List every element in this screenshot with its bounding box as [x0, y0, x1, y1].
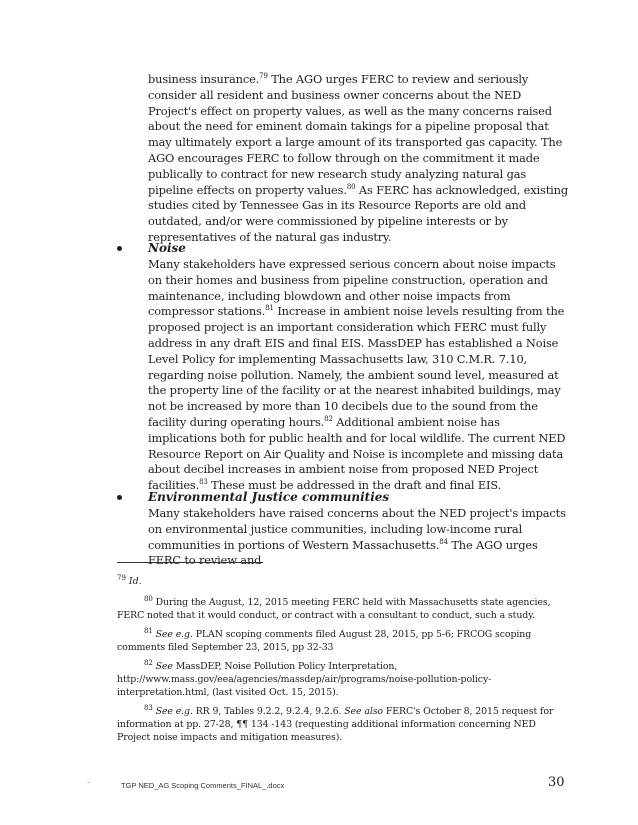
footnote-81-number: 81	[144, 626, 153, 635]
para1-text-2: The AGO urges FERC to review and seriously consider all resident and business owner concerns about the NED Project's effect on property values, as well as the many concerns raised about the need for eminent domain takings for a pipeline proposal that may ultimately export a large amount of its transported gas capacity. The AGO encourages FERC to follow through on the commitment it made publically to contract for new research study analyzing natural gas pipeline effects on property values.	[148, 72, 563, 197]
footnote-80	[117, 596, 562, 622]
footnote-83-text-1: RR 9, Tables 9.2.2, 9.2.4, 9.2.6.	[192, 706, 345, 717]
ej-text-2: The AGO urges FERC to review and	[148, 537, 538, 568]
noise-heading: Noise	[148, 241, 186, 255]
footnote-80-number: 80	[144, 594, 153, 603]
footer-mark: -	[87, 777, 90, 787]
bullet-icon	[117, 495, 122, 500]
footnote-ref-83[interactable]: 83	[199, 478, 208, 487]
footnote-83-signal: See e.g.	[155, 706, 193, 717]
footnote-ref-84[interactable]: 84	[439, 537, 448, 546]
footnote-83-number: 83	[144, 703, 153, 712]
para1-text-1: business insurance.	[148, 72, 260, 86]
footnote-83-signal-2: See also	[344, 706, 383, 717]
footnote-82-text[interactable]: MassDEP, Noise Pollution Policy Interpretation, http://www.mass.gov/eea/agencies/massdep/air/programs/noise-pollution-policy-interpretation.html, (last visited Oct. 15, 2015).	[117, 661, 492, 698]
environmental-justice-paragraph	[148, 506, 570, 569]
property-values-paragraph	[148, 72, 570, 246]
noise-text-4: These must be addressed in the draft and final EIS.	[207, 478, 502, 493]
footnote-80-text: During the August, 12, 2015 meeting FERC held with Massachusetts state agencies, FERC noted that it would conduct, or contract with a consultant to conduct, such a study.	[117, 597, 551, 621]
environmental-justice-heading: Environmental Justice communities	[148, 490, 390, 504]
footnote-81	[117, 628, 562, 654]
footnote-81-signal: See e.g.	[155, 629, 193, 640]
para1-text-3: As FERC has acknowledged, existing studies cited by Tennessee Gas in its Resource Reports are old and outdated, and/or were commissioned by pipeline interests or by representatives of the natural gas industry.	[148, 182, 568, 244]
footnote-ref-82[interactable]: 82	[324, 415, 333, 424]
noise-text-3: Additional ambient noise has implications both for public health and for local wildlife. The current NED Resource Report on Air Quality and Noise is incomplete and missing data about decibel increases in ambient noise from proposed NED Project facilities.	[148, 414, 566, 493]
footnote-ref-79[interactable]: 79	[259, 72, 268, 81]
footnote-list	[117, 596, 562, 750]
noise-text-2: Increase in ambient noise levels resulting from the proposed project is an important consideration which FERC must fully address in any draft EIS and final EIS. MassDEP has established a Noise Level Policy for implementing Massachusetts law, 310 C.M.R. 7.10, regarding noise pollution. Namely, the ambient sound level, measured at the property line of the facility or at the nearest inhabited buildings, may not be increased by more than 10 decibels due to the sound from the facility during operating hours.	[148, 304, 565, 429]
footnote-ref-80[interactable]: 80	[346, 182, 356, 191]
footnote-divider	[117, 562, 263, 563]
footnote-79	[117, 573, 142, 587]
noise-text-1: Many stakeholders have expressed serious concern about noise impacts on their homes and business from pipeline construction, operation and maintenance, including blowdown and other noise impacts from compressor stations.	[148, 257, 556, 319]
footnote-82-signal: See	[155, 661, 173, 672]
bullet-icon	[117, 246, 122, 251]
page-number: 30	[548, 775, 565, 790]
ej-text-1: Many stakeholders have raised concerns about the NED project's impacts on environmental justice communities, including low-income rural communities in portions of Western Massachusetts.	[148, 506, 566, 552]
footnote-81-text: PLAN scoping comments filed August 28, 2015, pp 5-6; FRCOG scoping comments filed September 23, 2015, pp 32-33	[117, 629, 532, 653]
footnote-79-number: 79	[117, 573, 126, 582]
footer-filename: TGP NED_AG Scoping Comments_FINAL_.docx	[121, 781, 285, 790]
footnote-83-text-2: FERC's October 8, 2015 request for information at pp. 27-28, ¶¶ 134 -143 (requesting additional information concerning NED Project noise impacts and mitigation measures).	[117, 706, 554, 743]
footnote-83	[117, 705, 562, 744]
footnote-79-text: Id.	[128, 576, 142, 587]
footnote-82-number: 82	[144, 658, 153, 667]
footnote-ref-81[interactable]: 81	[265, 304, 274, 313]
noise-paragraph	[148, 257, 570, 494]
footnote-82	[117, 660, 562, 699]
